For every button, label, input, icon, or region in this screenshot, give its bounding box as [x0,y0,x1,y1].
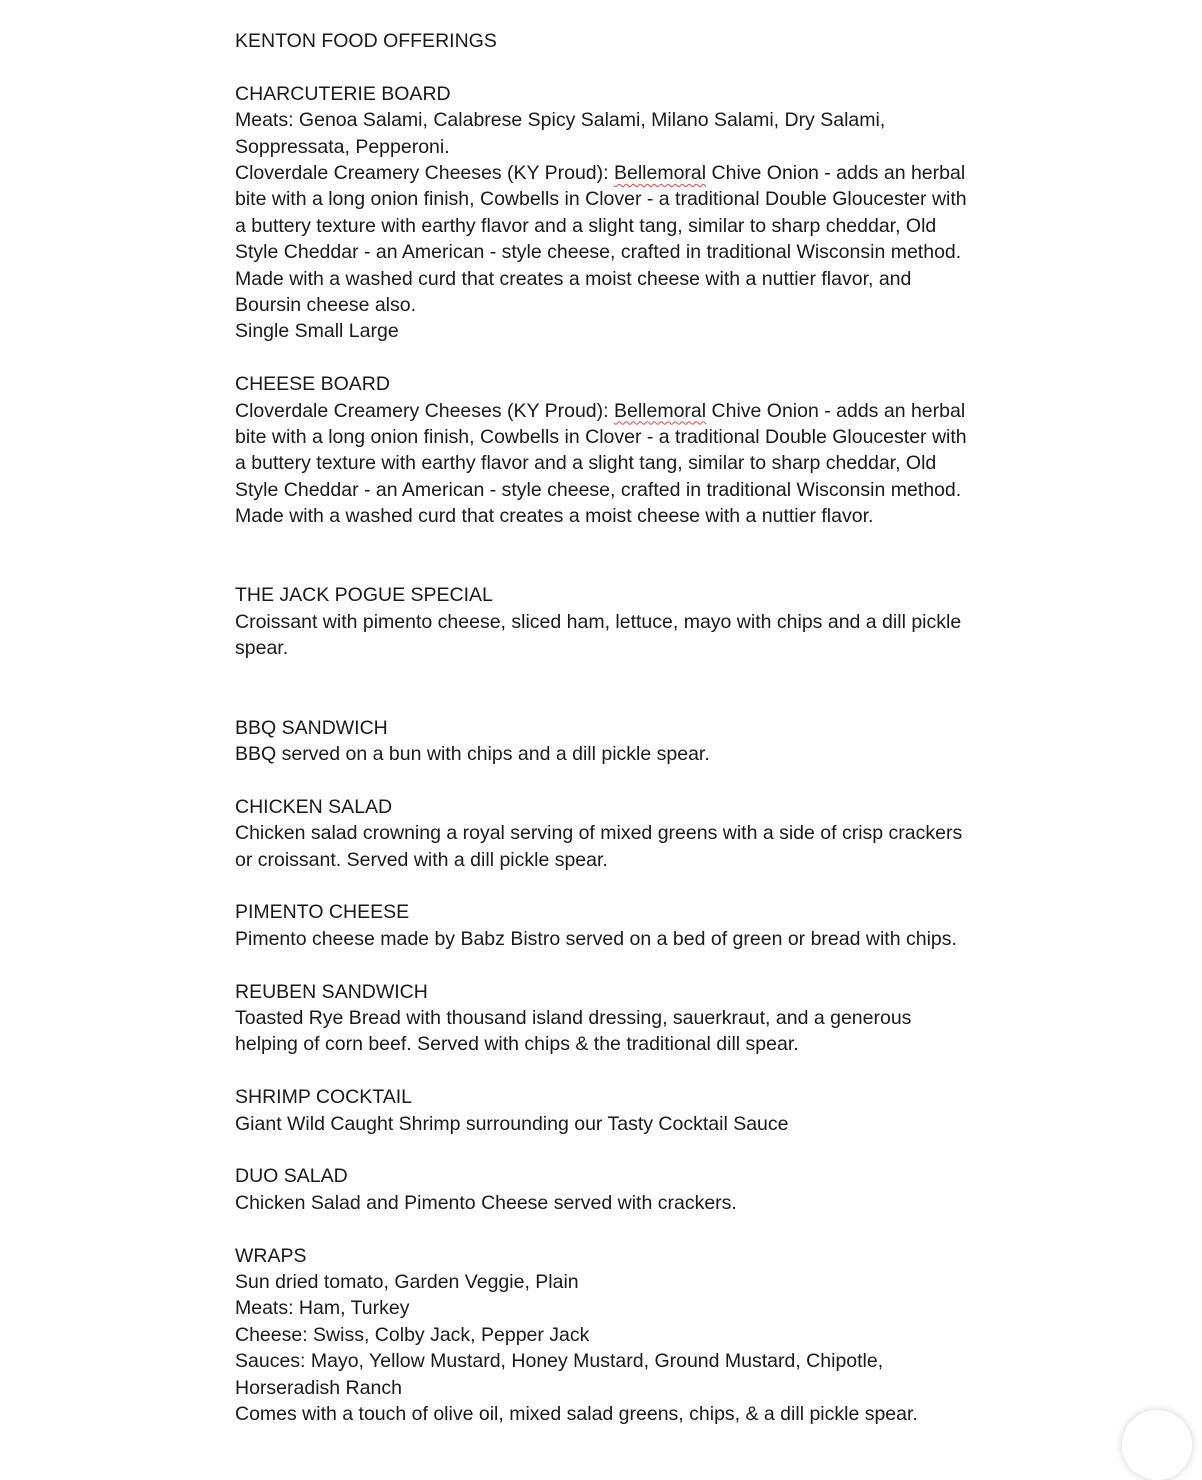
body-line: Toasted Rye Bread with thousand island dressing, sauerkraut, and a generous [235,1006,912,1029]
section-jack-pogue-special [235,582,995,661]
body-line: Giant Wild Caught Shrimp surrounding our Tasty Cocktail Sauce [235,1112,789,1135]
body-line: helping of corn beef. Served with chips & the traditional dill spear. [235,1033,799,1056]
section-shrimp-cocktail [235,1084,995,1137]
body-line: Croissant with pimento cheese, sliced ham, lettuce, mayo with chips and a dill pickle [235,610,962,633]
body-line: Horseradish Ranch [235,1376,402,1399]
section-heading: REUBEN SANDWICH [235,980,428,1003]
body-line: Made with a washed curd that creates a moist cheese with a nuttier flavor, and [235,267,912,290]
body-line: Style Cheddar - an American - style cheese, crafted in traditional Wisconsin method. [235,478,962,501]
body-line: Sauces: Mayo, Yellow Mustard, Honey Mustard, Ground Mustard, Chipotle, [235,1350,884,1373]
body-line: Boursin cheese also. [235,294,417,317]
section-reuben-sandwich [235,979,995,1058]
section-wraps [235,1243,995,1428]
body-line: Chicken Salad and Pimento Cheese served with crackers. [235,1191,737,1214]
section-heading: SHRIMP COCKTAIL [235,1086,412,1109]
section-bbq-sandwich [235,715,995,768]
floating-action-button[interactable] [1122,1410,1192,1480]
body-line: or croissant. Served with a dill pickle spear. [235,848,608,871]
body-line: Meats: Ham, Turkey [235,1297,410,1320]
cheese-line [235,160,995,186]
body-line: Cheese: Swiss, Colby Jack, Pepper Jack [235,1323,590,1346]
body-line: bite with a long onion finish, Cowbells in Clover - a traditional Double Gloucester with [235,426,967,449]
cheese-rest: Chive Onion - adds an herbal [706,162,966,185]
body-line: Made with a washed curd that creates a moist cheese with a nuttier flavor. [235,505,874,528]
misspelled-word[interactable]: Bellemoral [613,162,707,185]
body-line: a buttery texture with earthy flavor and a slight tang, similar to sharp cheddar, Old [235,214,937,237]
section-chicken-salad [235,794,995,873]
cheese-lead: Cloverdale Creamery Cheeses (KY Proud): [235,162,614,185]
body-line: Soppressata, Pepperoni. [235,135,450,158]
section-heading: CHEESE BOARD [235,373,390,396]
section-heading: PIMENTO CHEESE [235,901,410,924]
section-charcuterie-board [235,81,995,345]
section-pimento-cheese [235,899,995,952]
body-line: Chicken salad crowning a royal serving of mixed greens with a side of crisp crackers [235,822,963,845]
cheese-lead: Cloverdale Creamery Cheeses (KY Proud): [235,399,614,422]
body-line: Sun dried tomato, Garden Veggie, Plain [235,1270,579,1293]
body-line: a buttery texture with earthy flavor and a slight tang, similar to sharp cheddar, Old [235,452,937,475]
body-line: Style Cheddar - an American - style cheese, crafted in traditional Wisconsin method. [235,241,962,264]
section-heading: CHARCUTERIE BOARD [235,82,451,105]
body-line: Comes with a touch of olive oil, mixed salad greens, chips, & a dill pickle spear. [235,1402,918,1425]
section-heading: BBQ SANDWICH [235,716,388,739]
section-heading: DUO SALAD [235,1165,348,1188]
document-title: KENTON FOOD OFFERINGS [235,30,497,52]
body-line: spear. [235,637,289,660]
section-duo-salad [235,1163,995,1216]
body-line: bite with a long onion finish, Cowbells in Clover - a traditional Double Gloucester with [235,188,967,211]
body-line: BBQ served on a bun with chips and a dill pickle spear. [235,742,710,765]
cheese-rest: Chive Onion - adds an herbal [706,399,966,422]
section-heading: WRAPS [235,1244,307,1267]
misspelled-word[interactable]: Bellemoral [613,399,707,422]
body-line: Pimento cheese made by Babz Bistro served on a bed of green or bread with chips. [235,927,957,950]
cheese-line [235,398,995,424]
size-options: Single Small Large [235,320,399,343]
body-line: Meats: Genoa Salami, Calabrese Spicy Salami, Milano Salami, Dry Salami, [235,109,886,132]
section-heading: THE JACK POGUE SPECIAL [235,584,493,607]
menu-document [235,28,995,1427]
section-heading: CHICKEN SALAD [235,795,393,818]
section-cheese-board [235,371,995,529]
